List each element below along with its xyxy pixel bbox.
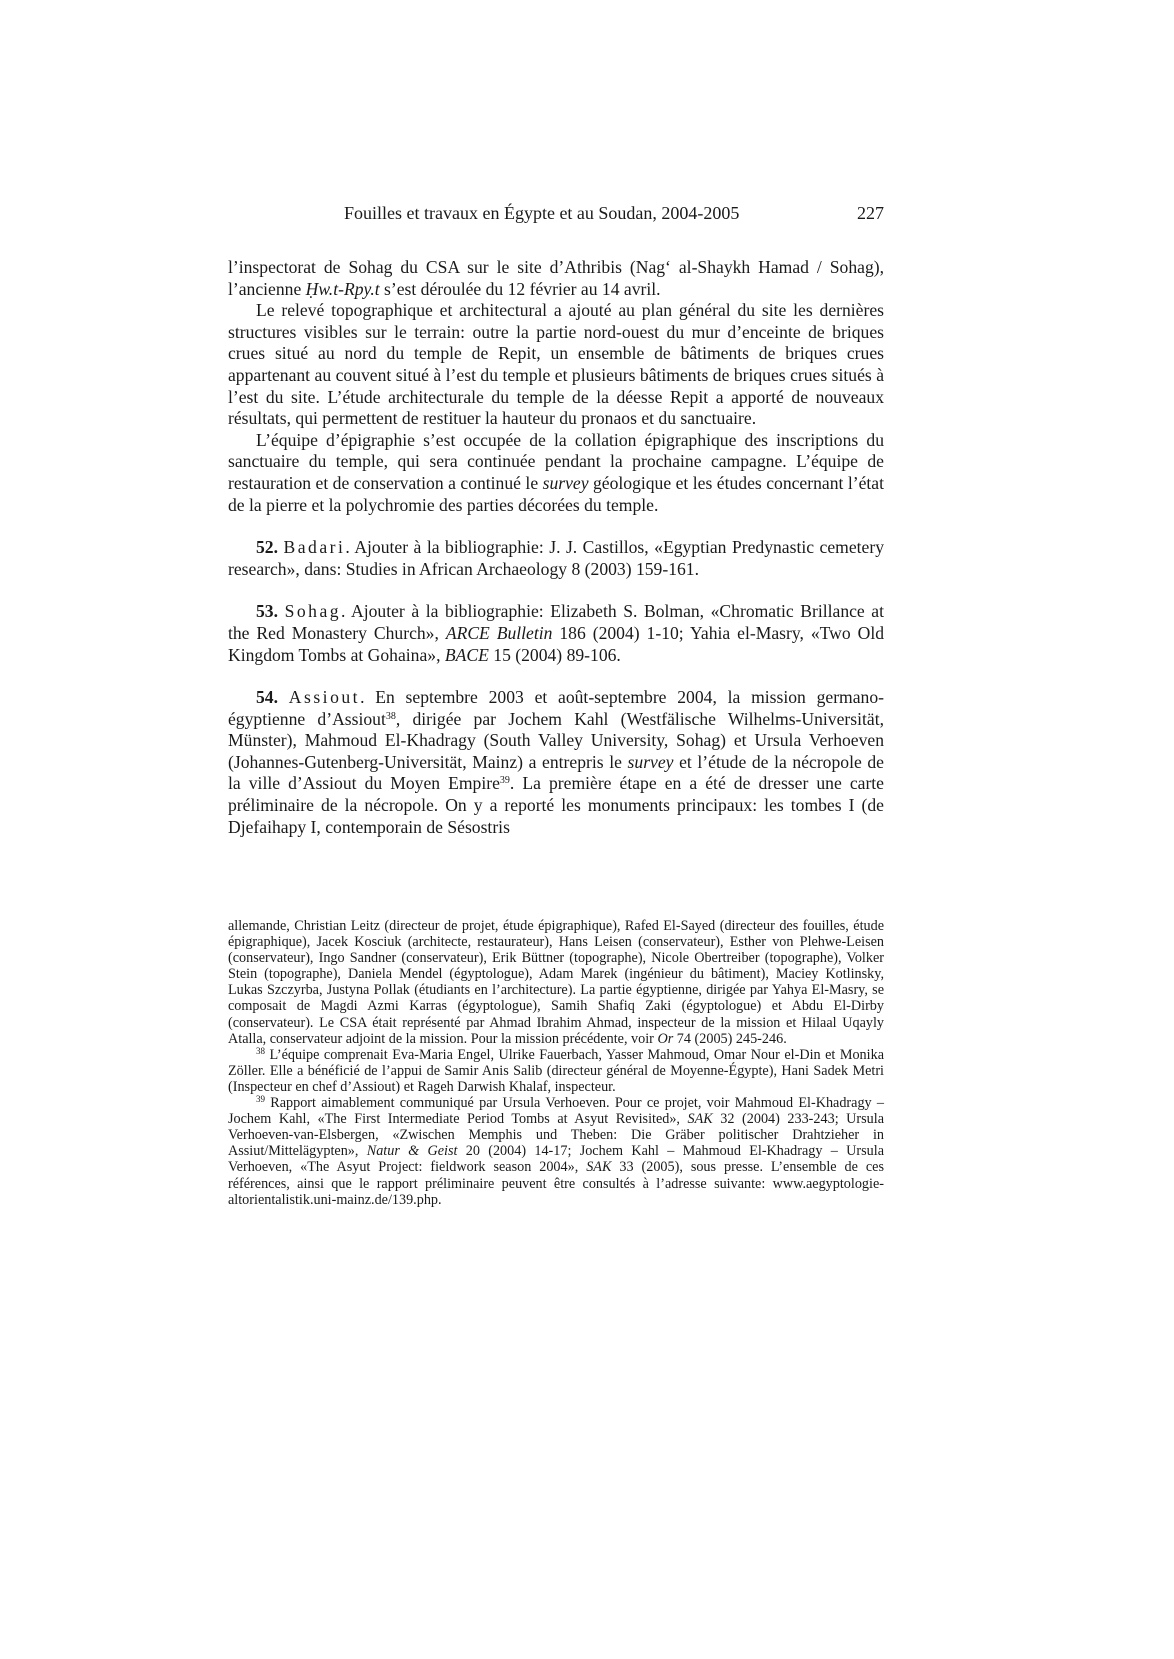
text-run: L’équipe d’épigraphie s’est occupée de la collation épigraphique des inscriptions du sanctuaire du temple, qui sera continuée pendant la prochaine campagne. L’équipe de restauration et de conservation a continué le — [228, 429, 884, 493]
text-run: . La première étape en a été de dresser une carte préliminaire de la nécropole. On y a reporté les monuments principaux: les tombes I (de Djefaihapy I, contemporain de Sésostris — [228, 773, 884, 837]
text-run: l’inspectorat de Sohag du CSA sur le site d’Athribis (Nag‘ al-Shaykh Hamad / Sohag), l’ancienne — [228, 257, 884, 299]
text-run: 20 (2004) 14-17; Jochem Kahl – Mahmoud El-Khadragy – Ursula Verhoeven, «The Asyut Project: fieldwork season 2004», — [228, 1143, 884, 1176]
site-name: Badari — [283, 537, 346, 558]
footnote-ref: 38 — [385, 710, 396, 722]
site-name: Assiout — [288, 687, 361, 708]
journal-title: Or — [657, 1030, 674, 1047]
journal-title: Natur & Geist — [366, 1143, 458, 1160]
text-run: 33 (2005), sous presse. L’ensemble de ces références, ainsi que le rapport préliminaire peuvent être consultés à l’adresse suivante: www.aegyptologie-altorientalistik.uni-mainz.de/139.php. — [228, 1159, 884, 1208]
text-run: 186 (2004) 1-10; Yahia el-Masry, «Two Old Kingdom Tombs at Gohaina», — [228, 622, 885, 665]
footnotes — [228, 918, 884, 1208]
entry-53-sohag — [228, 601, 884, 666]
journal-title: BACE — [444, 644, 489, 665]
journal-title: SAK — [586, 1159, 612, 1176]
text-run: , dirigée par Jochem Kahl (Westfälische Wilhelms-Universität, Münster), Mahmoud El-Khadragy (South Valley University, Sohag) et Ursula Verhoeven (Johannes-Gutenberg-Universität, Mainz) a entrepris le — [228, 708, 884, 772]
text-run: . En septembre 2003 et août-septembre 2004, la mission germano-égyptienne d’Assiout — [228, 687, 884, 729]
entry-number: 54. — [256, 687, 278, 708]
entry-54-assiout — [228, 687, 884, 838]
footnote-38 — [228, 1047, 884, 1095]
journal-title: SAK — [687, 1111, 713, 1128]
journal-title: ARCE Bulletin — [445, 622, 553, 643]
italic-term: survey — [627, 751, 674, 772]
footnote-continued — [228, 918, 884, 1047]
paragraph-athribis-continued — [228, 257, 884, 300]
page-number: 227 — [857, 203, 884, 223]
paragraph-topographic-survey: Le relevé topographique et architectural a ajouté au plan général du site les dernières structures visibles sur le terrain: outre la partie nord-ouest du mur d’enceinte de briques crues situé au nord du temple de Repit, un ensemble de bâtiments de briques crues appartenant au couvent situé à l’est du temple et plusieurs bâtiments de briques crues situés à l’est du site. L’étude architecturale du temple de la déesse Repit a apporté de nouveaux résultats, qui permettent de restituer la hauteur du pronaos et du sanctuaire. — [228, 300, 884, 429]
footnote-ref: 39 — [499, 775, 510, 787]
footnote-number: 39 — [256, 1094, 265, 1105]
text-run: 15 (2004) 89-106. — [488, 644, 621, 665]
italic-term: survey — [542, 472, 589, 493]
italic-term: Ḥw.t-Rpy.t — [305, 278, 380, 299]
entry-number: 53. — [256, 601, 278, 622]
running-title: Fouilles et travaux en Égypte et au Soudan, 2004-2005 — [344, 203, 740, 223]
text-run: 32 (2004) 233-243; Ursula Verhoeven-van-Elsbergen, «Zwischen Memphis und Theben: Die Gräber politischer Drahtzieher in Assiut/Mittelägypten», — [228, 1111, 884, 1160]
text-run: 74 (2005) 245-246. — [673, 1030, 787, 1047]
text-run: géologique et les études concernant l’état de la pierre et la polychromie des parties décorées du temple. — [228, 472, 884, 515]
footnote-number: 38 — [256, 1045, 265, 1056]
entry-number: 52. — [256, 537, 278, 558]
text-run: L’équipe comprenait Eva-Maria Engel, Ulrike Fauerbach, Yasser Mahmoud, Omar Nour el-Din et Monika Zöller. Elle a bénéficié de l’appui de Samir Anis Salib (directeur général de Moyenne-Égypte), Hani Sadek Metri (Inspecteur en chef d’Assiout) et Rageh Darwish Khalaf, inspecteur. — [228, 1046, 884, 1095]
text-run: Rapport aimablement communiqué par Ursula Verhoeven. Pour ce projet, voir Mahmoud El-Khadragy – Jochem Kahl, «The First Intermediate Period Tombs at Asyut Revisited», — [228, 1095, 884, 1128]
paragraph-epigraphy — [228, 430, 884, 516]
text-run: allemande, Christian Leitz (directeur de projet, étude épigraphique), Rafed El-Sayed (directeur des fouilles, étude épigraphique), Jacek Kosciuk (architecte, restaurateur), Hans Leisen (conservateur), Esther von Plehwe-Leisen (conservateur), Ingo Sandner (conservateur), Erik Büttner (topographe), Nicole Obertreiber (topographe), Volker Stein (topographe), Daniela Mendel (égyptologue), Adam Marek (ingénieur du bâtiment), Maciey Kotlinsky, Lukas Szczyrba, Justyna Pollak (étudiants en l’architecture). La partie égyptienne, dirigée par Yahya El-Masry, se composait de Magdi Azmi Karras (égyptologue), Samih Shafiq Zaki (égyptologue) et Abdu El-Dirby (conservateur). Le CSA était représenté par Ahmad Ibrahim Ahmad, inspecteur de la mission et Hilaal Uqayly Atalla, conservateur adjoint de la mission. Pour la mission précédente, voir — [228, 918, 884, 1047]
entry-52-badari — [228, 537, 884, 580]
text-run: . Ajouter à la bibliographie: Elizabeth S. Bolman, «Chromatic Brillance at the Red Monastery Church», — [228, 601, 884, 643]
text-run: . Ajouter à la bibliographie: J. J. Castillos, «Egyptian Predynastic cemetery research», dans: Studies in African Archaeology 8 (2003) 159-161. — [228, 537, 885, 579]
running-header — [228, 200, 884, 226]
site-name: Sohag — [284, 601, 342, 622]
text-run: s’est déroulée du 12 février au 14 avril. — [379, 278, 661, 299]
footnote-39 — [228, 1095, 884, 1208]
text-run: et l’étude de la nécropole de la ville d’Assiout du Moyen Empire — [228, 751, 884, 794]
main-text — [228, 257, 884, 838]
